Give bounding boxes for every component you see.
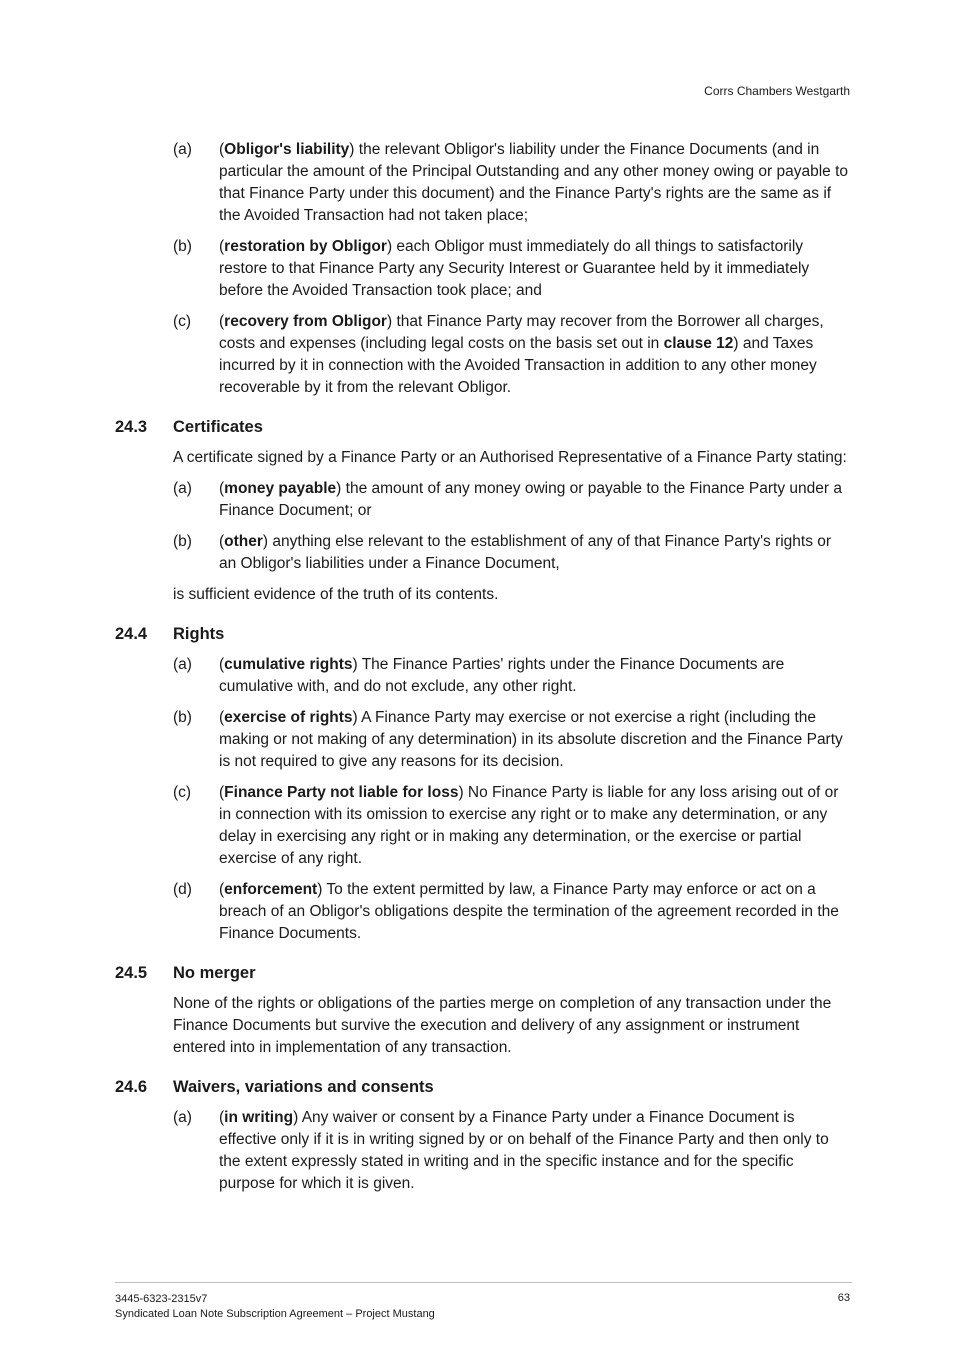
clause-label: (a) bbox=[173, 480, 192, 497]
section-heading bbox=[115, 1076, 851, 1098]
clause-item: (a) (Obligor's liability) the relevant Obligor's liability under the Finance Documents (and in particular the amount of the Principal Outstanding and any other money owing or payable to that Finance Party under this document) and the Finance Party's rights are the same as if the Avoided Transaction had not taken place; bbox=[115, 139, 851, 227]
section-heading bbox=[115, 416, 851, 438]
footer-left bbox=[115, 1292, 435, 1322]
clause-term: in writing bbox=[224, 1109, 294, 1126]
clause-item: (b) (exercise of rights) A Finance Party may exercise or not exercise a right (including the making or not making of any determination) in its absolute discretion and the Finance Party is not required to give any reasons for its decision. bbox=[115, 707, 851, 773]
clause-label: (c) bbox=[173, 784, 192, 801]
clause-term: Obligor's liability bbox=[224, 141, 350, 158]
clause-label: (d) bbox=[173, 881, 192, 898]
clause-text: the relevant Obligor's liability under the Finance Documents (and in particular the amount of the Principal Outstanding and any other money owing or payable to that Finance Party under this document) and the Finance Party's rights are the same as if the Avoided Transaction had not taken place; bbox=[219, 141, 848, 224]
clause-text: anything else relevant to the establishment of any of that Finance Party's rights or an Obligor's liabilities under a Finance Document, bbox=[219, 533, 832, 572]
clause-term: money payable bbox=[224, 480, 337, 497]
clause-text: ) and Taxes incurred by it in connection with the Avoided Transaction in addition to any other money recoverable by it from the relevant Obligor. bbox=[219, 335, 817, 396]
clause-text: To the extent permitted by law, a Finance Party may enforce or act on a breach of an Obligor's obligations despite the termination of the agreement recorded in the Finance Documents. bbox=[219, 881, 839, 942]
clause-item: (b) (other) anything else relevant to the establishment of any of that Finance Party's rights or an Obligor's liabilities under a Finance Document, bbox=[115, 531, 851, 575]
clause-item: (a) (cumulative rights) The Finance Parties' rights under the Finance Documents are cumulative with, and do not exclude, any other right. bbox=[115, 654, 851, 698]
clause-text: No Finance Party is liable for any loss arising out of or in connection with its omission to exercise any right or to make any determination, or any delay in exercising any right or in making any determination, or the exercise or partial exercise of any right. bbox=[219, 784, 839, 867]
clause-item: (a) (in writing) Any waiver or consent by a Finance Party under a Finance Document is effective only if it is in writing signed by or on behalf of the Finance Party and then only to the extent expressly stated in writing and in the specific instance and for the specific purpose for which it is given. bbox=[115, 1107, 851, 1195]
document-body bbox=[115, 139, 851, 1204]
clause-reference: clause 12 bbox=[663, 335, 734, 352]
clause-term: enforcement bbox=[224, 881, 318, 898]
clause-term: cumulative rights bbox=[224, 656, 353, 673]
section-heading bbox=[115, 623, 851, 645]
document-title: Syndicated Loan Note Subscription Agreement – Project Mustang bbox=[115, 1308, 435, 1320]
section-heading bbox=[115, 962, 851, 984]
clause-label: (b) bbox=[173, 533, 192, 550]
section-title: No merger bbox=[173, 964, 256, 982]
section-paragraph: is sufficient evidence of the truth of its contents. bbox=[173, 586, 499, 603]
clause-term: restoration by Obligor bbox=[224, 238, 387, 255]
clause-label: (a) bbox=[173, 141, 192, 158]
clause-label: (c) bbox=[173, 313, 192, 330]
clause-item: (b) (restoration by Obligor) each Obligor must immediately do all things to satisfactorily restore to that Finance Party any Security Interest or Guarantee held by it immediately before the Avoided Transaction took place; and bbox=[115, 236, 851, 302]
footer-divider bbox=[115, 1282, 852, 1283]
clause-term: recovery from Obligor bbox=[224, 313, 387, 330]
section-number: 24.4 bbox=[115, 625, 148, 643]
firm-name: Corrs Chambers Westgarth bbox=[704, 84, 850, 98]
section-paragraph: None of the rights or obligations of the parties merge on completion of any transaction under the Finance Documents but survive the execution and delivery of any assignment or instrument entered into in implementation of any transaction. bbox=[173, 995, 832, 1056]
clause-term: other bbox=[224, 533, 263, 550]
clause-item: (a) (money payable) the amount of any money owing or payable to the Finance Party under a Finance Document; or bbox=[115, 478, 851, 522]
clause-term: exercise of rights bbox=[224, 709, 353, 726]
clause-label: (a) bbox=[173, 656, 192, 673]
section-number: 24.5 bbox=[115, 964, 148, 982]
section-title: Waivers, variations and consents bbox=[173, 1078, 434, 1096]
clause-item: (c) (recovery from Obligor) that Finance Party may recover from the Borrower all charges, costs and expenses (including legal costs on the basis set out in clause 12) and Taxes incurred by it in connection with the Avoided Transaction in addition to any other money recoverable by it from the relevant Obligor. bbox=[115, 311, 851, 399]
clause-text: that Finance Party may recover from the Borrower all charges, costs and expenses (including legal costs on the basis set out in bbox=[219, 313, 824, 352]
section-number: 24.3 bbox=[115, 418, 148, 436]
clause-label: (b) bbox=[173, 238, 192, 255]
clause-text: each Obligor must immediately do all things to satisfactorily restore to that Finance Party any Security Interest or Guarantee held by it immediately before the Avoided Transaction took place; and bbox=[219, 238, 810, 299]
clause-text: The Finance Parties' rights under the Finance Documents are cumulative with, and do not exclude, any other right. bbox=[219, 656, 785, 695]
clause-label: (a) bbox=[173, 1109, 192, 1126]
clause-item: (d) (enforcement) To the extent permitted by law, a Finance Party may enforce or act on a breach of an Obligor's obligations despite the termination of the agreement recorded in the Finance Documents. bbox=[115, 879, 851, 945]
section-paragraph: A certificate signed by a Finance Party or an Authorised Representative of a Finance Party stating: bbox=[173, 449, 847, 466]
section-number: 24.6 bbox=[115, 1078, 148, 1096]
document-id: 3445-6323-2315v7 bbox=[115, 1293, 208, 1305]
page-number: 63 bbox=[837, 1292, 850, 1304]
clause-text: Any waiver or consent by a Finance Party under a Finance Document is effective only if it is in writing signed by or on behalf of the Finance Party and then only to the extent expressly stated in writing and in the specific instance and for the specific purpose for which it is given. bbox=[219, 1109, 829, 1192]
clause-label: (b) bbox=[173, 709, 192, 726]
clause-item: (c) (Finance Party not liable for loss) No Finance Party is liable for any loss arising out of or in connection with its omission to exercise any right or to make any determination, or any delay in exercising any right or in making any determination, or the exercise or partial exercise of any right. bbox=[115, 782, 851, 870]
clause-term: Finance Party not liable for loss bbox=[224, 784, 459, 801]
section-title: Rights bbox=[173, 625, 225, 643]
clause-text: the amount of any money owing or payable to the Finance Party under a Finance Document; or bbox=[219, 480, 842, 519]
section-title: Certificates bbox=[173, 418, 263, 436]
clause-text: A Finance Party may exercise or not exercise a right (including the making or not making of any determination) in its absolute discretion and the Finance Party is not required to give any reasons for its decision. bbox=[219, 709, 843, 770]
